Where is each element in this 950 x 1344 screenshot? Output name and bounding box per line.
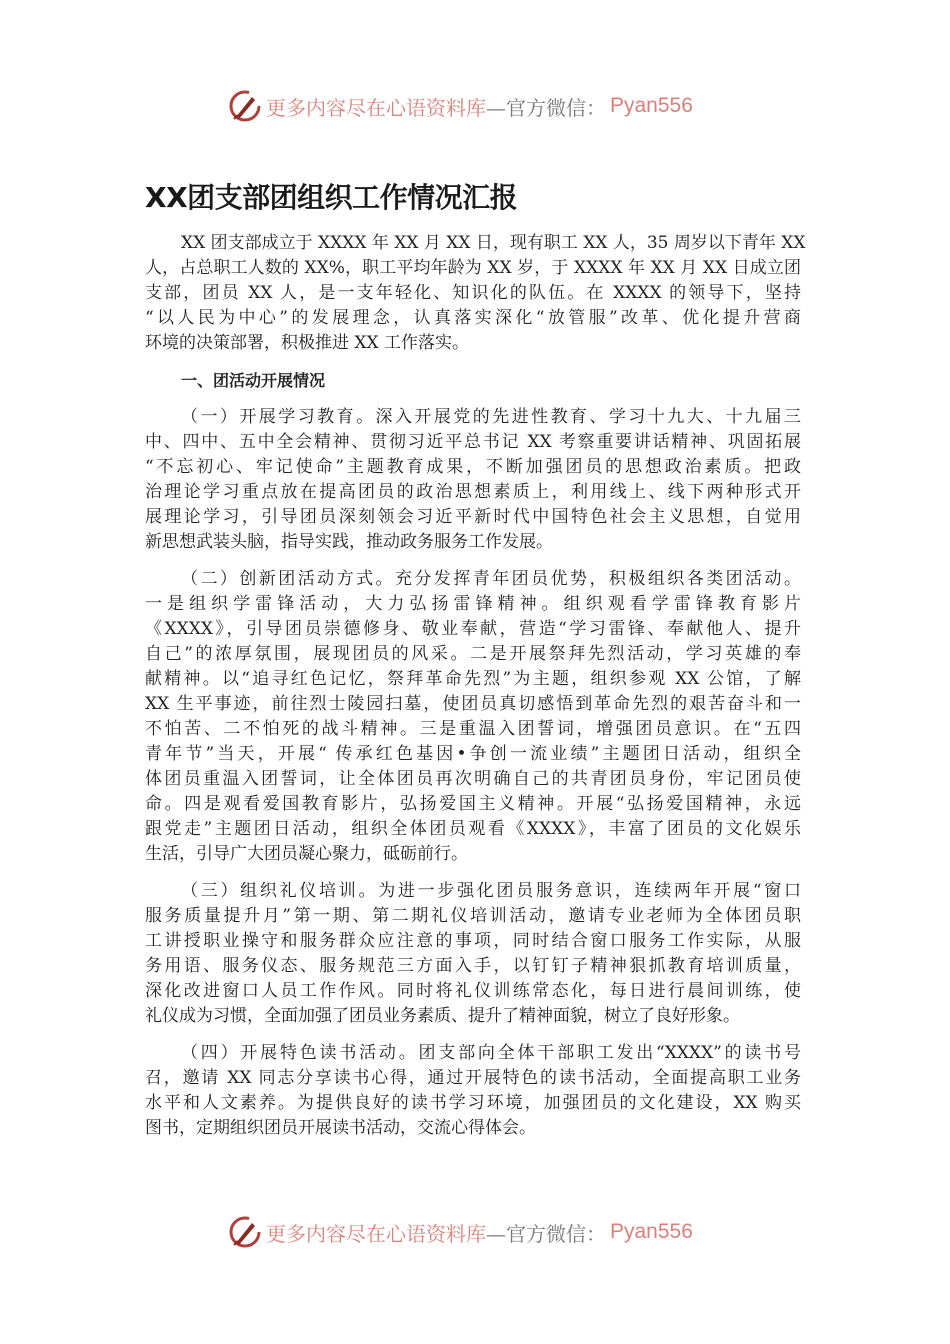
text-line: “以人民为中心”的发展理念，认真落实深化“放管服”改革、优化提升营商	[145, 308, 801, 328]
header-watermark-banner	[228, 86, 728, 126]
text-line: 人，占总职工人数的 XX%，职工平均年龄为 XX 岁，于 XXXX 年 XX 月 XX 日成立团	[145, 258, 801, 278]
banner-text: 更多内容尽在心语资料库	[266, 95, 486, 120]
quill-logo-icon	[228, 1215, 262, 1249]
text-line: 《XXXX》，引导团员崇德修身、敬业奉献，营造“学习雷锋、奉献他人、提升	[145, 619, 801, 639]
text-line: 支部，团员 XX 人，是一支年轻化、知识化的队伍。在 XXXX 的领导下，坚持	[145, 283, 801, 303]
text-line: 环境的决策部署，积极推进 XX 工作落实。	[145, 333, 470, 353]
document-body	[145, 231, 806, 1153]
banner-wechat-id: Pyan556	[610, 1220, 693, 1243]
text-line: 工讲授职业操守和服务群众应注意的事项，同时结合窗口服务工作实际，从服	[145, 931, 801, 951]
body-paragraph	[145, 567, 801, 867]
banner-wechat-id: Pyan556	[610, 94, 693, 117]
text-line: 服务质量提升月”第一期、第二期礼仪培训活动，邀请专业老师为全体团员职	[145, 906, 801, 926]
text-line: （四）开展特色读书活动。团支部向全体干部职工发出“XXXX”的读书号	[181, 1043, 801, 1063]
text-line: 治理论学习重点放在提高团员的政治思想素质上，利用线上、线下两种形式开	[145, 482, 801, 502]
text-line: （一）开展学习教育。深入开展党的先进性教育、学习十九大、十九届三	[181, 407, 801, 427]
text-line: 图书，定期组织团员开展读书活动，交流心得体会。	[145, 1118, 536, 1138]
text-line: 自己”的浓厚氛围，展现团员的风采。二是开展祭拜先烈活动，学习英雄的奉	[145, 644, 801, 664]
section-heading: 一、团活动开展情况	[181, 371, 326, 390]
text-line: 召，邀请 XX 同志分享读书心得，通过开展特色的读书活动，全面提高职工业务	[145, 1068, 801, 1088]
banner-wechat-label: —官方微信：	[486, 1221, 606, 1246]
text-line: 深化改进窗口人员工作作风。同时将礼仪训练常态化，每日进行晨间训练，使	[145, 981, 801, 1001]
text-line: 中、四中、五中全会精神、贯彻习近平总书记 XX 考察重要讲话精神、巩固拓展	[145, 432, 801, 452]
text-line: 献精神。以“追寻红色记忆，祭拜革命先烈”为主题，组织参观 XX 公馆，了解	[145, 669, 801, 689]
text-line: 青年节”当天，开展“ 传承红色基因•争创一流业绩”主题团日活动，组织全	[145, 744, 801, 764]
footer-watermark-banner	[228, 1212, 728, 1252]
intro-paragraph	[145, 231, 806, 356]
body-paragraph	[145, 879, 801, 1029]
text-line: 生活，引导广大团员凝心聚力，砥砺前行。	[145, 844, 468, 864]
text-line: 展理论学习，引导团员深刻领会习近平新时代中国特色社会主义思想，自觉用	[145, 507, 801, 527]
text-line: 水平和人文素养。为提供良好的读书学习环境，加强团员的文化建设，XX 购买	[145, 1093, 801, 1113]
text-line: 务用语、服务仪态、服务规范三方面入手，以钉钉子精神狠抓教育培训质量，	[145, 956, 801, 976]
text-line: 一是组织学雷锋活动，大力弘扬雷锋精神。组织观看学雷锋教育影片	[145, 594, 801, 614]
section-paragraphs	[145, 405, 801, 1141]
text-line: 跟党走”主题团日活动，组织全体团员观看《XXXX》，丰富了团员的文化娱乐	[145, 819, 801, 839]
text-line: XX 团支部成立于 XXXX 年 XX 月 XX 日，现有职工 XX 人，35 周岁以下青年 XX	[181, 233, 806, 253]
text-line: 不怕苦、二不怕死的战斗精神。三是重温入团誓词，增强团员意识。在“五四	[145, 719, 801, 739]
body-paragraph	[145, 1041, 801, 1141]
text-line: 体团员重温入团誓词，让全体团员再次明确自己的共青团员身份，牢记团员使	[145, 769, 801, 789]
banner-text: 更多内容尽在心语资料库	[266, 1221, 486, 1246]
text-line: “不忘初心、牢记使命”主题教育成果，不断加强团员的思想政治素质。把政	[145, 457, 801, 477]
quill-logo-icon	[228, 89, 262, 123]
text-line: （三）组织礼仪培训。为进一步强化团员服务意识，连续两年开展“窗口	[181, 881, 801, 901]
text-line: （二）创新团活动方式。充分发挥青年团员优势，积极组织各类团活动。	[181, 569, 801, 589]
text-line: XX 生平事迹，前往烈士陵园扫墓，使团员真切感悟到革命先烈的艰苦奋斗和一	[145, 694, 801, 714]
text-line: 礼仪成为习惯，全面加强了团员业务素质、提升了精神面貌，树立了良好形象。	[145, 1006, 740, 1026]
body-paragraph	[145, 405, 801, 555]
banner-wechat-label: —官方微信：	[486, 95, 606, 120]
text-line: 命。四是观看爱国教育影片，弘扬爱国主义精神。开展“弘扬爱国精神，永远	[145, 794, 801, 814]
document-title: XX团支部团组织工作情况汇报	[145, 181, 518, 214]
text-line: 新思想武装头脑，指导实践，推动政务服务工作发展。	[145, 532, 553, 552]
